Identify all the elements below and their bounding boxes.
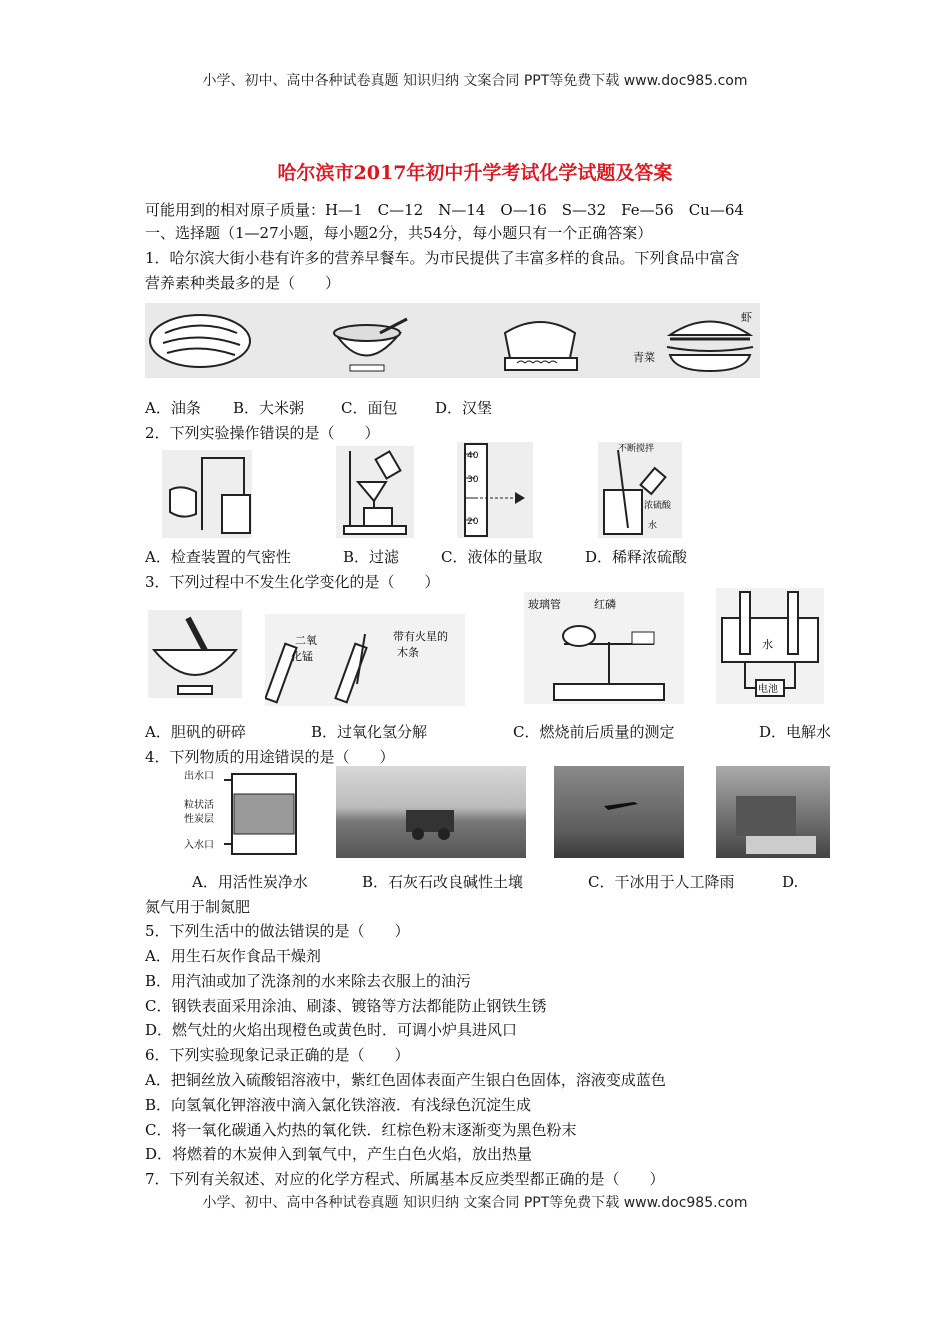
q4-photo-factory (716, 766, 830, 858)
q3-fig-peroxide (265, 614, 465, 706)
scale-40: 40 (467, 451, 479, 461)
section-heading: 一、选择题（1—27小题，每小题2分，共54分，每小题只有一个正确答案） (145, 224, 653, 242)
tube-label: 玻璃管 (528, 598, 561, 611)
scale-30: 30 (467, 475, 479, 485)
scale-20: 20 (467, 517, 479, 527)
mno2-label-1: 二氧 (295, 634, 317, 647)
atomic-masses: 可能用到的相对原子质量：H—1 C—12 N—14 O—16 S—32 Fe—56 Cu—64 (145, 201, 744, 219)
q3-fig-electrolysis (716, 588, 824, 704)
q6-option-a[interactable]: A．把铜丝放入硫酸铝溶液中，紫红色固体表面产生银白色固体，溶液变成蓝色 (145, 1071, 666, 1089)
acid-label: 浓硫酸 (644, 501, 672, 511)
splint-label-1: 带有火星的 (393, 630, 448, 643)
exam-title: 哈尔滨市2017年初中升学考试化学试题及答案 (277, 162, 673, 184)
q4-option-b[interactable]: B．石灰石改良碱性土壤 (362, 873, 524, 891)
q3-options (145, 721, 831, 742)
q4-option-c[interactable]: C．干冰用于人工降雨 (588, 873, 735, 891)
mno2-label-2: 化锰 (291, 650, 313, 663)
q5-stem: 5．下列生活中的做法错误的是（ ） (145, 922, 410, 940)
q4-photo-aircraft (554, 766, 684, 858)
q4-option-a[interactable]: A．用活性炭净水 (192, 873, 308, 891)
q2-option-a[interactable]: A．检查装置的气密性 (145, 548, 291, 566)
q1-stem-line2: 营养素种类最多的是（ ） (145, 274, 341, 292)
q3-option-d[interactable]: D．电解水 (759, 723, 832, 741)
q4-stem: 4．下列物质的用途错误的是（ ） (145, 748, 395, 766)
page-footer: 小学、初中、高中各种试卷真题 知识归纳 文案合同 PPT等免费下载 www.doc985.com (202, 1195, 748, 1211)
q6-option-b[interactable]: B．向氢氧化钾溶液中滴入氯化铁溶液．有浅绿色沉淀生成 (145, 1096, 532, 1114)
q2-stem: 2．下列实验操作错误的是（ ） (145, 424, 380, 442)
phosphorus-label: 红磷 (594, 598, 616, 611)
q1-option-c[interactable]: C．面包 (341, 399, 398, 417)
q4-photo-farmland (336, 766, 526, 858)
battery-label: 电池 (758, 684, 778, 695)
water-label: 水 (648, 521, 658, 531)
q2-option-c[interactable]: C．液体的量取 (441, 548, 543, 566)
q4-options (192, 871, 798, 892)
q1-options (145, 397, 492, 418)
carbon-label-2: 性炭层 (184, 814, 214, 825)
shrimp-label: 虾 (741, 311, 752, 324)
q5-option-a[interactable]: A．用生石灰作食品干燥剂 (145, 947, 321, 965)
inlet-label: 入水口 (184, 840, 214, 851)
q4-option-d[interactable]: D. (782, 873, 799, 891)
q3-option-c[interactable]: C．燃烧前后质量的测定 (513, 723, 675, 741)
q3-option-b[interactable]: B．过氧化氢分解 (311, 723, 428, 741)
splint-label-2: 木条 (397, 646, 419, 659)
q2-options (145, 546, 687, 567)
carbon-label-1: 粒状活 (184, 800, 214, 811)
q1-option-a[interactable]: A．油条 (145, 399, 201, 417)
hamburger-icon (667, 322, 753, 372)
q5-option-d[interactable]: D．燃气灶的火焰出现橙色或黄色时．可调小炉具进风口 (145, 1021, 518, 1039)
q6-option-c[interactable]: C．将一氧化碳通入灼热的氧化铁．红棕色粉末逐渐变为黑色粉末 (145, 1121, 577, 1139)
q5-option-c[interactable]: C．钢铁表面采用涂油、刷漆、镀铬等方法都能防止钢铁生锈 (145, 997, 547, 1015)
q5-option-b[interactable]: B．用汽油或加了洗涤剂的水来除去衣服上的油污 (145, 972, 472, 990)
q3-stem: 3．下列过程中不发生化学变化的是（ ） (145, 573, 440, 591)
stir-label: 不断搅拌 (618, 444, 655, 454)
q2-option-d[interactable]: D．稀释浓硫酸 (585, 548, 688, 566)
vegetable-label: 青菜 (633, 351, 655, 364)
q2-fig-dilute-acid (598, 442, 682, 538)
q1-option-b[interactable]: B．大米粥 (233, 399, 305, 417)
q3-fig-mortar (148, 610, 242, 698)
q1-option-d[interactable]: D．汉堡 (435, 399, 493, 417)
q3-fig-balance (524, 592, 684, 704)
water-label: 水 (762, 638, 773, 651)
outlet-label: 出水口 (184, 771, 214, 782)
q2-fig-airtightness (162, 450, 252, 538)
q2-option-b[interactable]: B．过滤 (343, 548, 400, 566)
q1-stem-line1: 1．哈尔滨大街小巷有许多的营养早餐车。为市民提供了丰富多样的食品。下列食品中富含 (145, 249, 740, 267)
q4-option-d-text: 氮气用于制氮肥 (145, 898, 251, 916)
page-header: 小学、初中、高中各种试卷真题 知识归纳 文案合同 PPT等免费下载 www.doc985.com (202, 73, 748, 89)
q6-option-d[interactable]: D．将燃着的木炭伸入到氧气中，产生白色火焰，放出热量 (145, 1145, 533, 1163)
youtiao-icon (150, 315, 250, 367)
q3-option-a[interactable]: A．胆矾的研碎 (145, 723, 246, 741)
q1-food-figure (145, 303, 760, 378)
q7-stem: 7．下列有关叙述、对应的化学方程式、所属基本反应类型都正确的是（ ） (145, 1170, 665, 1188)
q6-stem: 6．下列实验现象记录正确的是（ ） (145, 1046, 410, 1064)
q4-fig-carbon-filter (184, 766, 304, 858)
porridge-bowl-icon (334, 319, 407, 371)
q2-fig-cylinder-reading (457, 442, 533, 538)
q2-fig-filtration (336, 446, 414, 538)
bread-icon (505, 322, 577, 370)
